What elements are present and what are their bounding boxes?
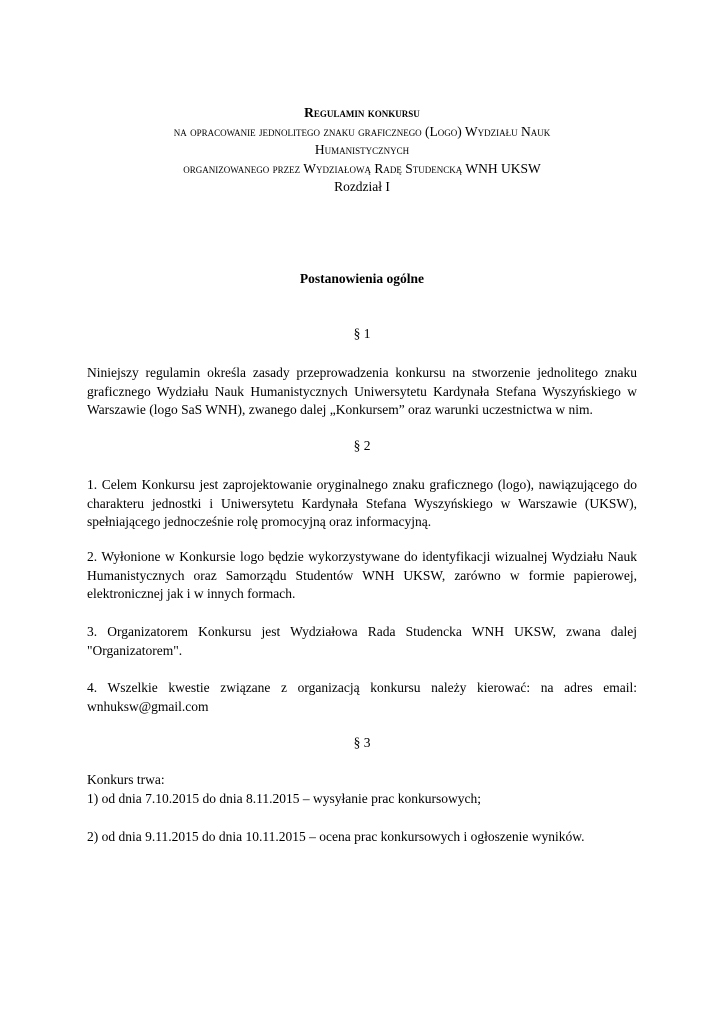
section-1-paragraph-1: Niniejszy regulamin określa zasady przeprowadzenia konkursu na stworzenie jednolitego znaku graficznego Wydziału Nauk Humanistycznych Uniwersytetu Kardynała Stefana Wyszyńskiego w Warszawie (logo SaS WNH), zwanego dalej „Konkursem” oraz warunki uczestnictwa w nim. bbox=[87, 365, 637, 417]
section-2-paragraph-2: 2. Wyłonione w Konkursie logo będzie wykorzystywane do identyfikacji wizualnej Wydziału Nauk Humanistycznych oraz Samorządu Studentów WNH UKSW, zarówno w formie papierowej, elektronicznej jak i w innych formach. bbox=[87, 549, 637, 601]
section-2-paragraph-1: 1. Celem Konkursu jest zaprojektowanie oryginalnego znaku graficznego (logo), nawiązującego do charakteru jednostki i Uniwersytetu Kardynała Stefana Wyszyńskiego w Warszawie (UKSW), spełniającego jednocześnie rolę promocyjną oraz informacyjną. bbox=[87, 477, 637, 529]
section-3-item-2: 2) od dnia 9.11.2015 do dnia 10.11.2015 – ocena prac konkursowych i ogłoszenie wyników. bbox=[87, 829, 585, 844]
chapter-label: Rozdział I bbox=[334, 179, 390, 194]
section-title: Postanowienia ogólne bbox=[299, 271, 425, 286]
header-subtitle-2: Humanistycznych bbox=[314, 142, 410, 157]
section-2-paragraph-4: 4. Wszelkie kwestie związane z organizacją konkursu należy kierować: na adres email: wnhuksw@gmail.com bbox=[87, 680, 637, 714]
section-2-paragraph-3: 3. Organizatorem Konkursu jest Wydziałowa Rada Studencka WNH UKSW, zwana dalej "Organizatorem". bbox=[87, 624, 637, 658]
header-organizer: organizowanego przez Wydziałową Radę Studencką WNH UKSW bbox=[183, 160, 541, 176]
paragraph-mark-1: § 1 bbox=[353, 326, 371, 341]
section-3-intro: Konkurs trwa: bbox=[87, 772, 165, 787]
header-title: Regulamin konkursu bbox=[304, 105, 420, 120]
paragraph-mark-3: § 3 bbox=[353, 735, 371, 750]
header-subtitle-1: na opracowanie jednolitego znaku graficznego (Logo) Wydziału Nauk bbox=[173, 123, 551, 139]
section-3-item-1: 1) od dnia 7.10.2015 do dnia 8.11.2015 – wysyłanie prac konkursowych; bbox=[87, 791, 481, 806]
document-header bbox=[0, 104, 724, 197]
paragraph-mark-2: § 2 bbox=[353, 438, 371, 453]
